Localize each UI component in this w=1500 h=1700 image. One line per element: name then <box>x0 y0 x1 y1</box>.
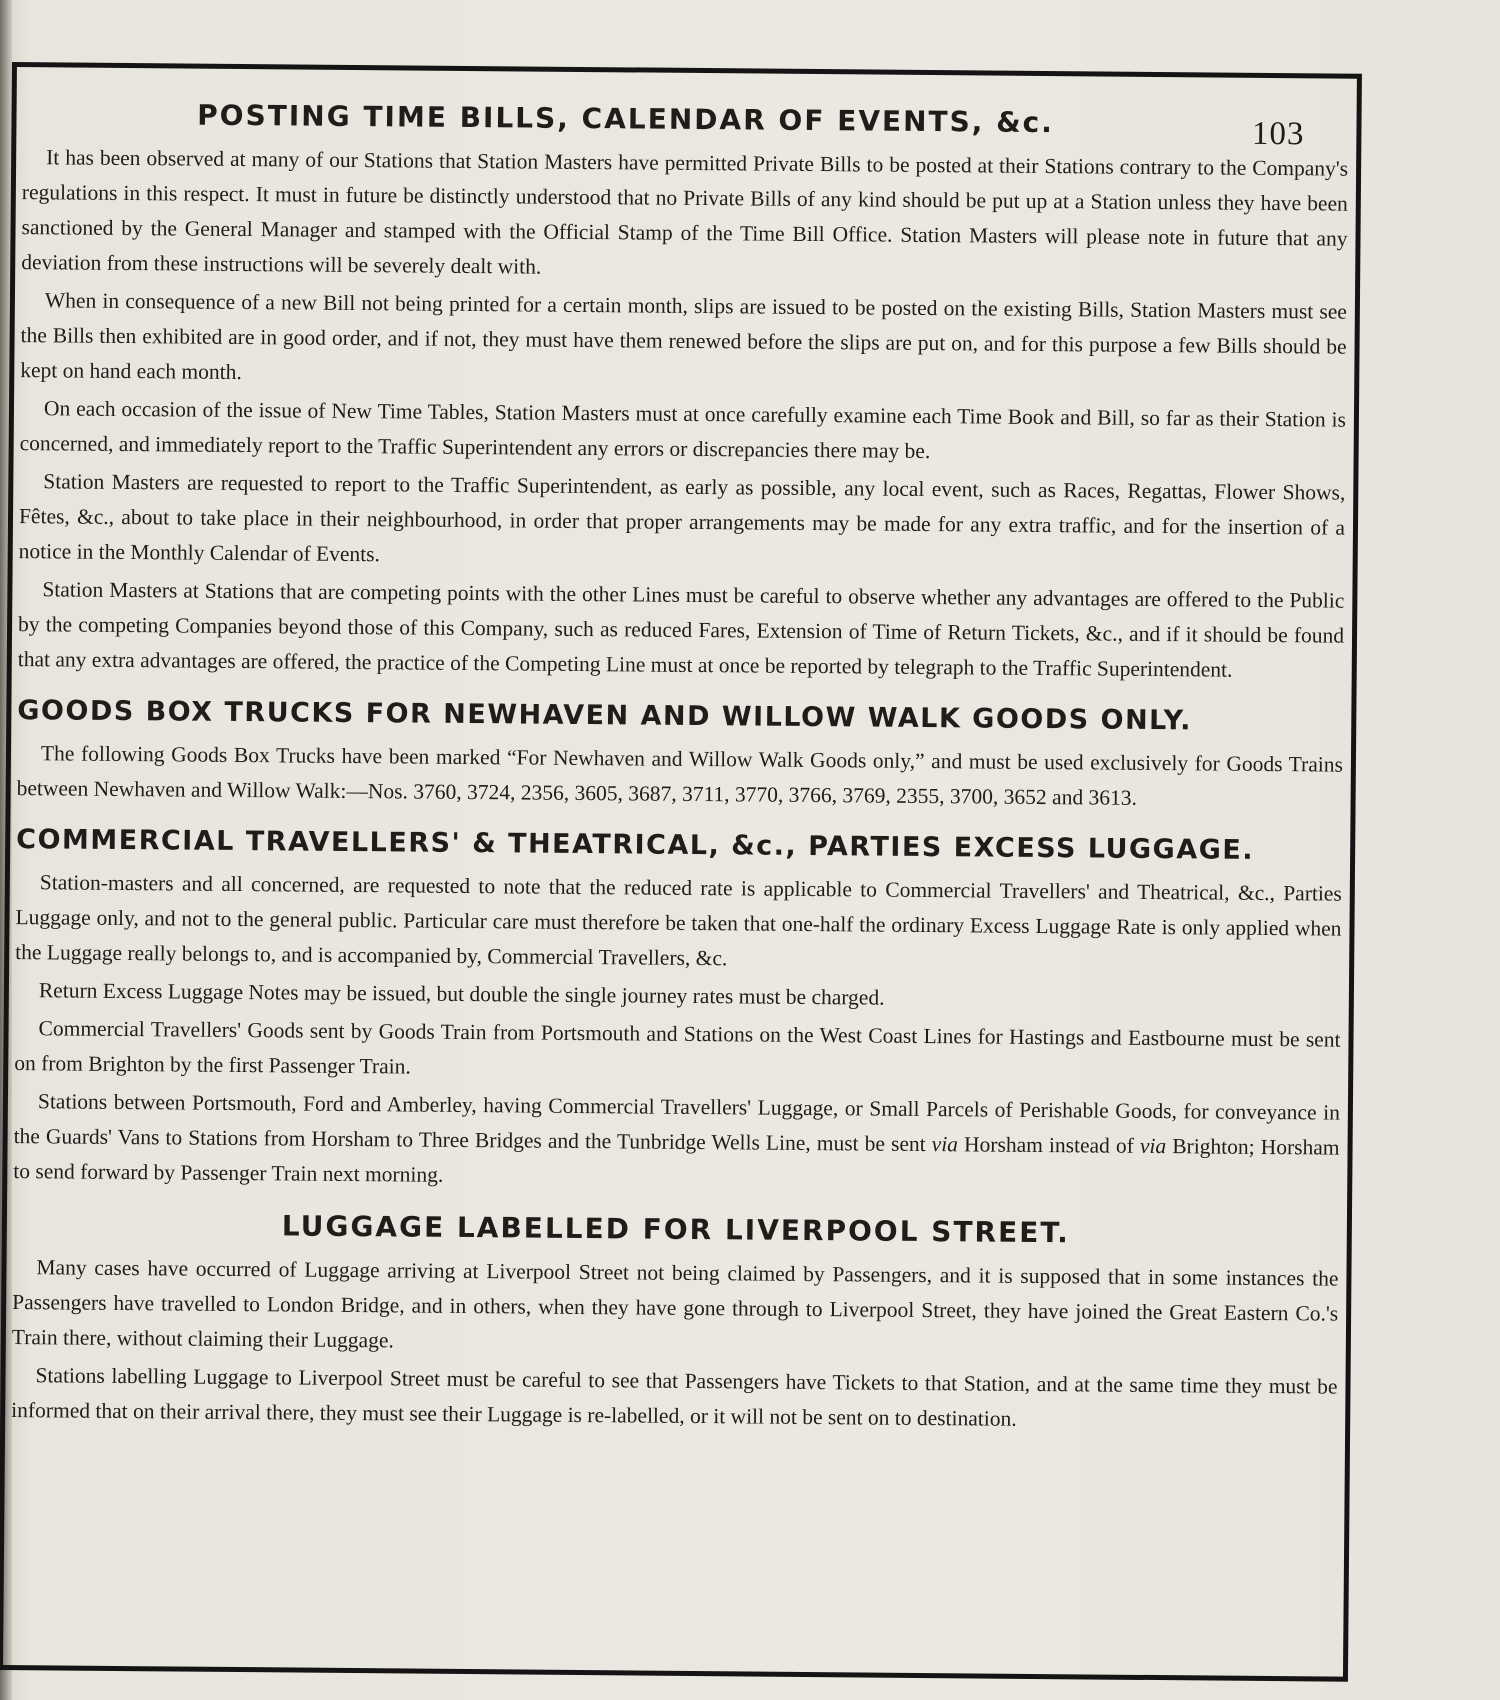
paragraph: When in consequence of a new Bill not being printed for a certain month, slips are issued to be posted on the existing Bills, Station Masters must see the Bills then exhibited are in good order, and if not, they must have them renewed before the slips are put on, and for this purpose a few Bills should be kept on hand each month. <box>20 288 1347 385</box>
italic-via: via <box>931 1132 959 1157</box>
paragraph: Station Masters at Stations that are competing points with the other Lines must be careful to observe whether any advantages are offered to the Public by the competing Companies beyond those of this Company, such as reduced Fares, Extension of Time of Return Tickets, &c., and if it should be found that any extra advantages are offered, the practice of the Competing Line must at once be reported by telegraph to the Traffic Superintendent. <box>17 577 1345 682</box>
paragraph: On each occasion of the issue of New Time Tables, Station Masters must at once carefully examine each Time Book and Bill, so far as their Station is concerned, and immediately report to the Traffic Superintendent any errors or discrepancies there may be. <box>19 396 1347 464</box>
paragraph: The following Goods Box Trucks have been marked “For Newhaven and Willow Walk Goods only,” and must be used exclusively for Goods Trains between Newhaven and Willow Walk:—Nos. 3760, 3724, 2356, 3605, 3687, 3711, 3770, 3766, 3769, 2355, 3700, 3652 and 3613. <box>16 741 1344 810</box>
paragraph: Many cases have occurred of Luggage arriving at Liverpool Street not being claimed by Passengers, and it is supposed that in some instances the Passengers have travelled to London Bridge, and in others, when they have gone through to Liverpool Street, they have joined the Great Eastern Co.'s Train there, without claiming their Luggage. <box>11 1255 1339 1353</box>
text-run: Brighton; Horsham to send forward by Passenger Train next morning. <box>13 1134 1340 1187</box>
paragraph: It has been observed at many of our Stations that Station Masters have permitted Private Bills to be posted at their Stations contrary to the Company's regulations in this respect. It must in future be distinctly understood that no Private Bills of any kind should be put up at a Station unless they have been sanctioned by the General Manager and stamped with the Official Stamp of the Time Bill Office. Station Masters will please note in future that any deviation from these instructions will be severely dealt with. <box>21 145 1349 279</box>
paragraph: Station Masters are requested to report to the Traffic Superintendent, as early as possible, any local event, such as Races, Regattas, Flower Shows, Fêtes, &c., about to take place in their neighbourhood, in order that proper arrangements may be made for any extra traffic, and for the insertion of a notice in the Monthly Calendar of Events. <box>18 469 1346 567</box>
page-number: 103 <box>1251 115 1305 153</box>
page-border-frame <box>0 62 1362 1682</box>
paragraph: Stations labelling Luggage to Liverpool Street must be careful to see that Passengers have Tickets to that Station, and at the same time they must be informed that on their arrival there, they must see their Luggage is re-labelled, or it will not be sent on to destination. <box>11 1363 1338 1431</box>
section-heading: POSTING TIME BILLS, CALENDAR OF EVENTS, &c. <box>197 98 1054 140</box>
text-run: Horsham instead of <box>957 1132 1141 1158</box>
paragraph: Commercial Travellers' Goods sent by Goods Train from Portsmouth and Stations on the West Coast Lines for Hastings and Eastbourne must be sent on from Brighton by the first Passenger Train. <box>14 1016 1341 1079</box>
paragraph: Return Excess Luggage Notes may be issued, but double the single journey rates must be charged. <box>38 978 885 1010</box>
section-luggage-liverpool-street <box>11 1207 1339 1440</box>
italic-via: via <box>1139 1133 1167 1159</box>
section-heading: COMMERCIAL TRAVELLERS' & THEATRICAL, &c., PARTIES EXCESS LUGGAGE. <box>16 824 1255 866</box>
paragraph <box>13 1084 1340 1201</box>
section-commercial-travellers-luggage <box>13 824 1342 1201</box>
page-content <box>11 97 1349 1458</box>
section-posting-time-bills <box>18 97 1349 689</box>
section-heading: GOODS BOX TRUCKS FOR NEWHAVEN AND WILLOW WALK GOODS ONLY. <box>17 695 1193 737</box>
section-goods-box-trucks <box>17 695 1344 818</box>
text-run: Stations between Portsmouth, Ford and Amberley, having Commercial Travellers' Luggage, or Small Parcels of Perishable Goods, for conveyance in the Guards' Vans to Stations from Horsham to Three Bridges and the Tunbridge Wells Line, must be sent <box>13 1089 1340 1157</box>
paragraph: Station-masters and all concerned, are requested to note that the reduced rate is applicable to Commercial Travellers' and Theatrical, &c., Parties Luggage only, and not to the general public. Particular care must therefore be taken that one-half the ordinary Excess Luggage Rate is only applied when the Luggage really belongs to, and is accompanied by, Commercial Travellers, &c. <box>15 870 1342 971</box>
section-heading: LUGGAGE LABELLED FOR LIVERPOOL STREET. <box>281 1209 1070 1250</box>
